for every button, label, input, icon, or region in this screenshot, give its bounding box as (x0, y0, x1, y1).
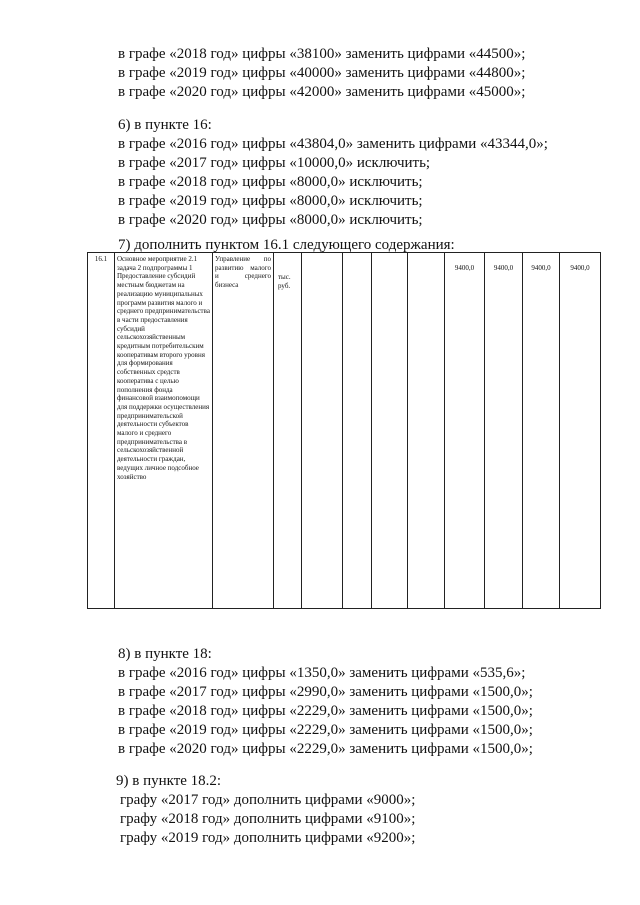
unit-of-measure: тыс. руб. (274, 253, 302, 609)
value-cell-4: 9400,0 (560, 253, 601, 609)
item8-line-2017: в графе «2017 год» цифры «2990,0» заменить цифрами «1500,0»; (118, 684, 533, 700)
item6-line-2018: в графе «2018 год» цифры «8000,0» исключить; (118, 174, 423, 190)
empty-cell (408, 253, 445, 609)
empty-cell (372, 253, 408, 609)
item8-line-2018: в графе «2018 год» цифры «2229,0» заменить цифрами «1500,0»; (118, 703, 533, 719)
table-row (88, 253, 601, 609)
item6-line-2019: в графе «2019 год» цифры «8000,0» исключить; (118, 193, 423, 209)
value-cell-2: 9400,0 (485, 253, 523, 609)
item6-line-2017: в графе «2017 год» цифры «10000,0» исключить; (118, 155, 431, 171)
top-line-2018: в графе «2018 год» цифры «38100» заменить цифрами «44500»; (118, 46, 526, 62)
item8-line-2016: в графе «2016 год» цифры «1350,0» заменить цифрами «535,6»; (118, 665, 526, 681)
top-line-2019: в графе «2019 год» цифры «40000» заменить цифрами «44800»; (118, 65, 526, 81)
item8-line-2019: в графе «2019 год» цифры «2229,0» заменить цифрами «1500,0»; (118, 722, 533, 738)
item8-line-2020: в графе «2020 год» цифры «2229,0» заменить цифрами «1500,0»; (118, 741, 533, 757)
item16-1-table (87, 252, 601, 609)
item9-line-2018: графу «2018 год» дополнить цифрами «9100»; (120, 811, 416, 827)
empty-cell (302, 253, 343, 609)
item6-line-2020: в графе «2020 год» цифры «8000,0» исключить; (118, 212, 423, 228)
item9-heading: 9) в пункте 18.2: (116, 773, 222, 789)
empty-cell (343, 253, 372, 609)
top-line-2020: в графе «2020 год» цифры «42000» заменить цифрами «45000»; (118, 84, 526, 100)
item9-line-2017: графу «2017 год» дополнить цифрами «9000»; (120, 792, 416, 808)
item6-heading: 6) в пункте 16: (118, 117, 212, 133)
row-number: 16.1 (88, 253, 115, 609)
item8-heading: 8) в пункте 18: (118, 646, 212, 662)
value-cell-3: 9400,0 (523, 253, 560, 609)
measure-description: Основное мероприятие 2.1 задача 2 подпрограммы 1 Предоставление субсидий местным бюджетам на реализацию муниципальных программ развития малого и среднего предпринимательства в части предоставления субсидий сельскохозяйственным кредитным потребительским кооперативам второго уровня для формирования собственных средств кооператива с целью пополнения фонда финансовой взаимопомощи для поддержки осуществления предпринимательской деятельности субъектов малого и среднего предпринимательства в сельскохозяйственной деятельности граждан, ведущих личное подсобное хозяйство (115, 253, 213, 609)
item7-heading: 7) дополнить пунктом 16.1 следующего содержания: (118, 237, 455, 253)
item6-line-2016: в графе «2016 год» цифры «43804,0» заменить цифрами «43344,0»; (118, 136, 548, 152)
value-cell-1: 9400,0 (445, 253, 485, 609)
item9-line-2019: графу «2019 год» дополнить цифрами «9200»; (120, 830, 416, 846)
responsible-executor: Управление по развитию малого и среднего бизнеса (213, 253, 274, 609)
